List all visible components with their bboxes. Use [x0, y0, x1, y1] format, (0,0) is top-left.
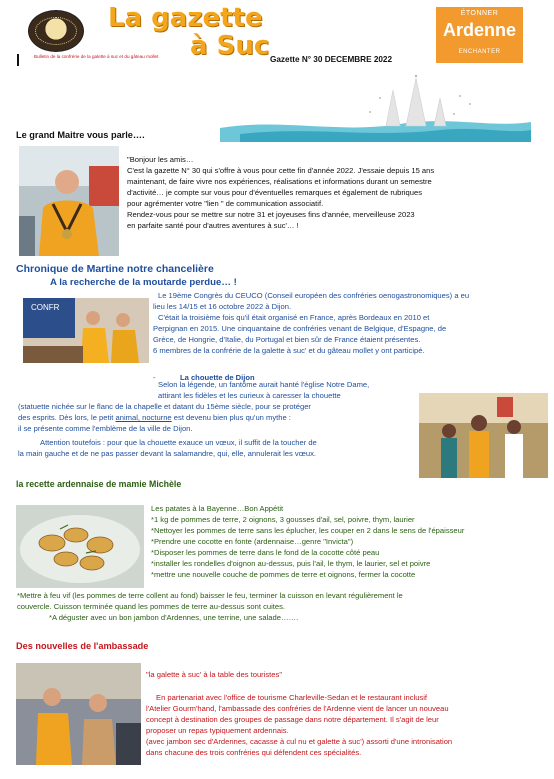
gm-line-4: d'activité… je compte sur vous pour d'éventuelles remarques et également de rubriques — [127, 188, 422, 197]
gm-line-5: pour agrémenter votre "lien " de communication associatif. — [127, 199, 324, 208]
ambassade-photo — [16, 663, 141, 765]
chronique-heading: Chronique de Martine notre chancelière — [16, 263, 214, 275]
chron-p2-line-3: (statuette nichée sur le flanc de la chapelle et datant du 15ème siècle, pour se protéger — [18, 402, 311, 411]
chronique-para-1 — [153, 290, 469, 356]
recette-line-10: *A déguster avec un bon jambon d'Ardennes, une terrine, une salade……. — [49, 613, 299, 622]
chron-p2-line-4 — [18, 412, 317, 423]
recette-line-3: *Nettoyer les pommes de terre sans les éplucher, les couper en 2 dans le sens de l'épaisseur — [151, 526, 465, 535]
ambassade-heading: Des nouvelles de l'ambassade — [16, 641, 149, 651]
recette-line-4: *Prendre une cocotte en fonte (ardennaise…genre "Invicta") — [151, 537, 354, 546]
chron-p2-line-4a: des esprits. Dès lors, le petit — [18, 413, 114, 422]
recette-line-6: *installer les rondelles d'oignon au-dessus, puis l'ail, le thym, le laurier, sel et poivre — [151, 559, 431, 568]
chronique-subheading: A la recherche de la moutarde perdue… ! — [50, 277, 237, 288]
chron-p1-line-1: Le 19ème Congrès du CEUCO (Conseil européen des confréries oenogastronomiques) a eu — [158, 291, 470, 300]
amb-line-3: concept à destination des groupes de passage dans notre département. Il s'agit de leur — [146, 715, 439, 724]
recette-line-2: *1 kg de pommes de terre, 2 oignons, 3 gousses d'ail, sel, poivre, thym, laurier — [151, 515, 415, 524]
recette-list-cont — [17, 590, 403, 623]
amb-line-2: l'Atelier Gourm'hand, l'ambassade des confréries de l'Ardenne vient de lancer un nouveau — [146, 704, 449, 713]
chouette-title: La chouette de Dijon — [179, 373, 255, 382]
chron-p1-line-6: 6 membres de la confrérie de la galette à suc' et du gâteau mollet y ont participé. — [153, 346, 425, 355]
amb-line-5: (avec jambon sec d'Ardennes, cacasse à cul nu et galette à suc') assorti d'une intronisation — [146, 737, 453, 746]
ardenne-top: ÉTONNER — [460, 10, 499, 17]
chron-p2-line-5: il se présente comme l'emblème de la ville de Dijon. — [18, 424, 193, 433]
chron-p2-line-4b: animal, nocturne — [115, 413, 172, 422]
recette-line-7: *mettre une nouvelle couche de pommes de terre et oignons, fermer la cocotte — [151, 570, 416, 579]
potatoes-photo — [16, 505, 144, 588]
gm-line-1: "Bonjour les amis… — [127, 155, 194, 164]
gazette-subtitle: Bulletin de la confrérie de la galette à suc et du gâteau mollet — [34, 54, 159, 59]
gm-line-3: maintenant, de faire vivre nos expériences, réalisations et informations durant un semestre — [127, 177, 432, 186]
dijon-group-photo — [419, 393, 548, 478]
chronique-para-2a — [158, 379, 369, 401]
chronique-para-2b — [18, 401, 317, 459]
ambassade-quote: "la galette à suc' à la table des touristes" — [146, 670, 283, 679]
chron-p2-line-1: Selon la légende, un fantôme aurait hanté l'église Notre Dame, — [158, 380, 370, 389]
chron-p1-line-2: lieu les 14/15 et 16 octobre 2022 à Dijon. — [153, 302, 292, 311]
chron-p1-line-3: C'était la troisième fois qu'il était organisé en France, après Bordeaux en 2010 et — [158, 313, 430, 322]
chouette-dash: - — [153, 373, 156, 382]
left-rule — [17, 54, 19, 66]
recette-line-9: couvercle. Cuisson terminée quand les pommes de terre au-dessus sont cuites. — [17, 602, 286, 611]
amb-line-1: En partenariat avec l'office de tourisme Charleville-Sedan et le restaurant inclusif — [156, 693, 428, 702]
amb-line-4: proposer un repas typiquement ardennais. — [146, 726, 289, 735]
gazette-title-line1: La gazette — [108, 3, 263, 33]
congress-photo — [23, 298, 149, 363]
grand-maitre-message — [127, 154, 434, 231]
recette-line-8: *Mettre à feu vif (les pommes de terre collent au fond) baisser le feu, terminer la cuisson en levant régulièrement le — [17, 591, 403, 600]
svg-text:CONFR: CONFR — [31, 303, 60, 312]
ardenne-bottom: ENCHANTER — [458, 49, 501, 55]
confrerie-seal-logo — [28, 10, 84, 52]
chron-p3-line-1: Attention toutefois : pour que la chouette exauce un vœux, il suffit de la toucher de — [40, 438, 317, 447]
recette-line-5: *Disposer les pommes de terre dans le fond de la cocotte côté peau — [151, 548, 380, 557]
ardenne-logo — [436, 7, 523, 63]
chron-p3-line-2: la main gauche et de ne pas passer devant la salamandre, qui, elle, annulerait les vœux. — [18, 449, 317, 458]
chron-p2-line-2: attirant les fidèles et les curieux à caresser la chouette — [158, 391, 341, 400]
chron-p1-line-4: Perpignan en 2015. Une cinquantaine de confréries venant de Belgique, d'Espagne, de — [153, 324, 447, 333]
christmas-tree-banner — [220, 68, 531, 142]
chron-p1-line-5: Grèce, de Hongrie, d'Italie, du Portugal et bien sûr de France étaient présentes. — [153, 335, 421, 344]
gm-line-2: C'est la gazette N° 30 qui s'offre à vous pour cette fin d'année 2022. J'essaie depuis 15 ans — [127, 166, 435, 175]
amb-line-6: dans chacune des trois confréries qui défendent ces spécialités. — [146, 748, 362, 757]
grand-maitre-heading: Le grand Maitre vous parle…. — [16, 130, 145, 140]
ambassade-body — [146, 692, 452, 758]
recette-line-1: Les patates à la Bayenne…Bon Appétit — [151, 504, 284, 513]
grand-maitre-photo — [19, 146, 119, 256]
ardenne-mid: Ardenne — [442, 20, 516, 40]
issue-label: Gazette N° 30 DECEMBRE 2022 — [270, 55, 393, 64]
recette-heading: la recette ardennaise de mamie Michèle — [16, 479, 182, 489]
chron-p2-line-4c: est devenu bien plus qu'un mythe : — [173, 413, 291, 422]
gm-line-7: en parfaite santé pour d'autres aventures à suc'… ! — [127, 221, 299, 230]
gm-line-6: Rendez-vous pour se mettre sur notre 31 et joyeuses fins d'année, merveilleuse 2023 — [127, 210, 415, 219]
recette-list — [151, 503, 464, 580]
gazette-title-line2: à Suc — [190, 31, 270, 61]
gazette-title — [108, 4, 269, 60]
